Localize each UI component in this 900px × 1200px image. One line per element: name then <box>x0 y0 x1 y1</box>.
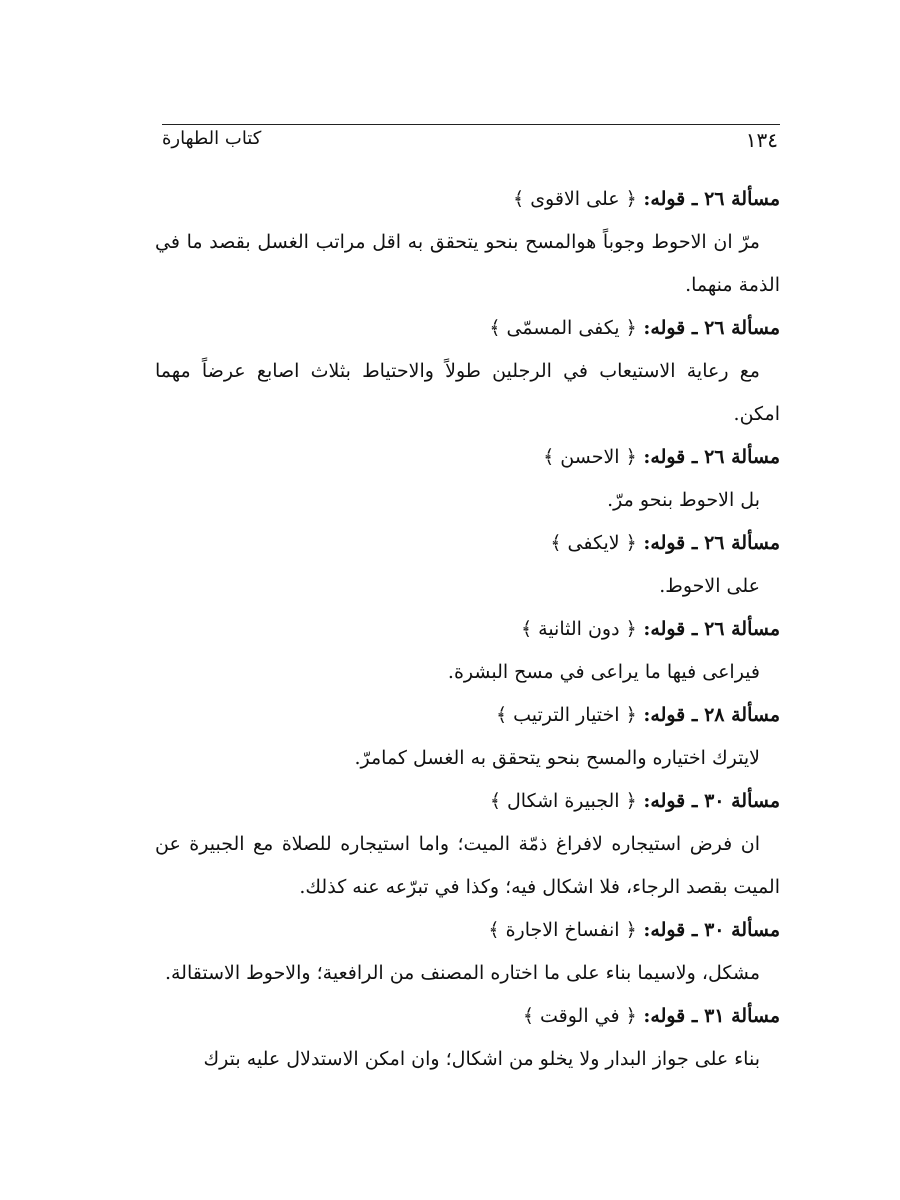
answer-text: مرّ ان الاحوط وجوباً هوالمسح بنحو يتحقق به اقل مراتب الغسل بقصد ما في الذمة منهما. <box>155 231 780 296</box>
page-content <box>155 178 780 1081</box>
quoted-phrase: ﴿ دون الثانية ﴾ <box>520 618 637 640</box>
quoted-phrase: ﴿ الجبيرة اشكال ﴾ <box>489 790 637 812</box>
answer-text: ان فرض استيجاره لافراغ ذمّة الميت؛ واما استيجاره للصلاة مع الجبيرة عن الميت بقصد الرجاء، فلا اشكال فيه؛ وكذا في تبرّعه عنه كذلك. <box>155 833 780 898</box>
question-heading <box>155 694 780 737</box>
quoted-phrase: ﴿ على الاقوى ﴾ <box>513 188 637 210</box>
quoted-phrase: ﴿ لايكفى ﴾ <box>550 532 637 554</box>
question-heading <box>155 995 780 1038</box>
quoted-phrase: ﴿ اختيار الترتيب ﴾ <box>495 704 637 726</box>
quoted-phrase: ﴿ انفساخ الاجارة ﴾ <box>488 919 637 941</box>
question-heading <box>155 307 780 350</box>
question-label: مسألة ٢٦ ـ قوله: <box>643 317 780 339</box>
answer-text: لايترك اختياره والمسح بنحو يتحقق به الغسل كمامرّ. <box>354 747 760 769</box>
entry <box>155 608 780 694</box>
question-label: مسألة ٢٦ ـ قوله: <box>643 188 780 210</box>
quoted-phrase: ﴿ يكفى المسمّى ﴾ <box>489 317 637 339</box>
question-heading <box>155 178 780 221</box>
question-label: مسألة ٢٨ ـ قوله: <box>643 704 780 726</box>
book-title: كتاب الطهارة <box>162 128 262 149</box>
answer-text: مشكل، ولاسيما بناء على ما اختاره المصنف من الرافعية؛ والاحوط الاستقالة. <box>164 962 760 984</box>
entry <box>155 909 780 995</box>
answer-text: مع رعاية الاستيعاب في الرجلين طولاً والاحتياط بثلاث اصابع عرضاً مهما امكن. <box>155 360 780 425</box>
question-heading <box>155 780 780 823</box>
answer-text: فيراعى فيها ما يراعى في مسح البشرة. <box>447 661 760 683</box>
running-header <box>162 122 780 156</box>
page-number: ١٣٤ <box>745 128 778 152</box>
question-heading <box>155 608 780 651</box>
answer-text: على الاحوط. <box>659 575 760 597</box>
question-label: مسألة ٢٦ ـ قوله: <box>643 446 780 468</box>
quoted-phrase: ﴿ في الوقت ﴾ <box>522 1005 637 1027</box>
quoted-phrase: ﴿ الاحسن ﴾ <box>543 446 637 468</box>
question-label: مسألة ٢٦ ـ قوله: <box>643 532 780 554</box>
entry <box>155 694 780 780</box>
question-heading <box>155 436 780 479</box>
question-label: مسألة ٣١ ـ قوله: <box>643 1005 780 1027</box>
entry <box>155 995 780 1081</box>
answer-text: بناء على جواز البدار ولا يخلو من اشكال؛ وان امكن الاستدلال عليه بترك <box>203 1048 760 1070</box>
question-label: مسألة ٣٠ ـ قوله: <box>643 919 780 941</box>
question-heading <box>155 909 780 952</box>
entry <box>155 178 780 307</box>
entry <box>155 436 780 522</box>
question-label: مسألة ٣٠ ـ قوله: <box>643 790 780 812</box>
entry <box>155 522 780 608</box>
question-label: مسألة ٢٦ ـ قوله: <box>643 618 780 640</box>
question-heading <box>155 522 780 565</box>
entry <box>155 780 780 909</box>
answer-text: بل الاحوط بنحو مرّ. <box>607 489 760 511</box>
entry <box>155 307 780 436</box>
